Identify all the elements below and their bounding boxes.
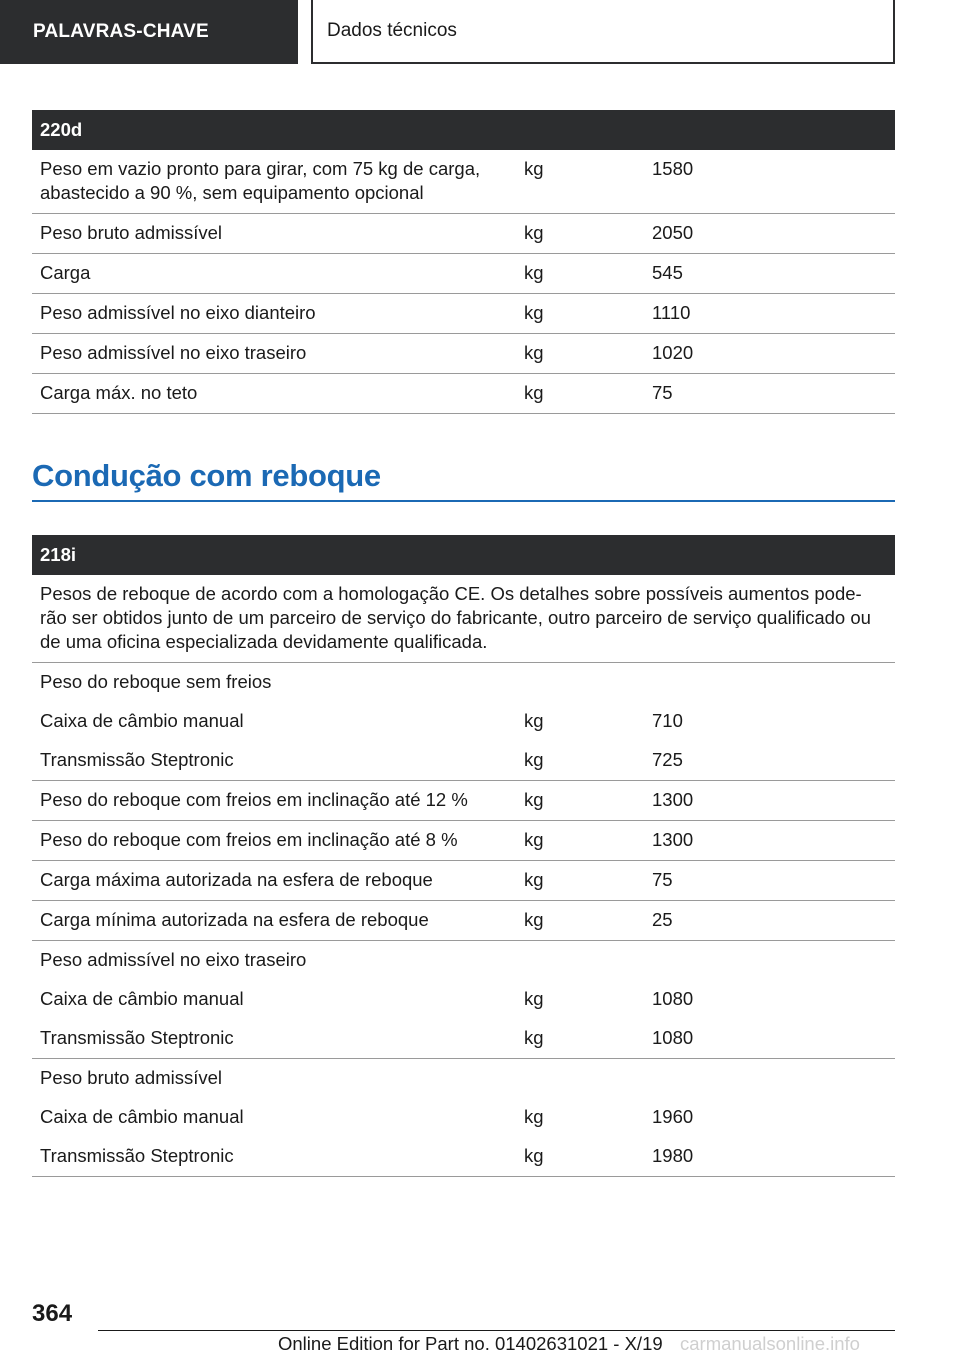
table-row <box>32 1019 895 1059</box>
row-value: 710 <box>652 710 683 731</box>
table-row <box>32 1137 895 1177</box>
group-row <box>32 1059 895 1099</box>
row-label: Peso admissível no eixo dianteiro <box>32 294 516 334</box>
row-label: Caixa de câmbio manual <box>40 710 244 731</box>
row-label: Carga <box>32 254 516 294</box>
row-label: Transmissão Steptronic <box>32 741 516 781</box>
table-row <box>32 150 895 214</box>
row-value: 1300 <box>644 821 895 861</box>
table-row <box>32 214 895 254</box>
row-unit: kg <box>516 150 644 214</box>
table-row <box>32 254 895 294</box>
row-unit: kg <box>524 710 544 731</box>
header-title: Dados técnicos <box>327 20 457 41</box>
group-label: Peso bruto admissível <box>40 1067 223 1088</box>
row-unit: kg <box>516 861 644 901</box>
row-value: 1980 <box>644 1137 895 1177</box>
footer-watermark: carmanualsonline.info <box>680 1333 860 1354</box>
row-label: Transmissão Steptronic <box>32 1137 516 1177</box>
row-value: 25 <box>644 901 895 941</box>
table-heading: 220d <box>32 110 895 150</box>
row-label: Peso do reboque com freios em inclinação até 8 % <box>32 821 516 861</box>
row-label: Peso do reboque com freios em inclinação até 12 % <box>32 781 516 821</box>
intro-row <box>32 575 895 663</box>
row-value: 1580 <box>644 150 895 214</box>
row-value: 1110 <box>644 294 895 334</box>
row-label: Carga mínima autorizada na esfera de reboque <box>32 901 516 941</box>
row-value: 75 <box>644 374 895 414</box>
row-unit: kg <box>516 1137 644 1177</box>
row-unit: kg <box>516 821 644 861</box>
row-unit: kg <box>516 1019 644 1059</box>
page-number: 364 <box>32 1300 73 1327</box>
footer-edition: Online Edition for Part no. 01402631021 - X/19 <box>278 1333 663 1354</box>
row-value: 545 <box>644 254 895 294</box>
table-row <box>32 1098 895 1137</box>
row-unit: kg <box>516 781 644 821</box>
table-row <box>32 294 895 334</box>
table-header-row <box>32 535 895 575</box>
row-label: Transmissão Steptronic <box>32 1019 516 1059</box>
row-value: 1080 <box>644 1019 895 1059</box>
row-unit: kg <box>516 374 644 414</box>
intro-text: Pesos de reboque de acordo com a homologação CE. Os detalhes sobre possíveis aumentos pode-rão ser obtidos junto de um parceiro de serviço do fabricante, outro parceiro de serviço qualificado ou de uma oficina especializada devidamente qualificada. <box>32 575 895 663</box>
header-section-tab[interactable] <box>0 0 298 64</box>
row-value: 1020 <box>644 334 895 374</box>
header-section-label: PALAVRAS-CHAVE <box>33 21 209 42</box>
group-row <box>32 941 895 981</box>
row-label: Caixa de câmbio manual <box>40 1106 244 1127</box>
table-row <box>32 334 895 374</box>
table-heading: 218i <box>32 535 895 575</box>
table-row <box>32 741 895 781</box>
table-row <box>32 861 895 901</box>
row-label: Peso em vazio pronto para girar, com 75 kg de carga, abastecido a 90 %, sem equipamento opcional <box>32 150 516 214</box>
row-unit: kg <box>524 1106 544 1127</box>
row-label: Carga máx. no teto <box>32 374 516 414</box>
row-label: Carga máxima autorizada na esfera de reboque <box>32 861 516 901</box>
section-title: Condução com reboque <box>32 458 895 502</box>
row-value: 1080 <box>652 988 694 1009</box>
row-unit: kg <box>516 294 644 334</box>
table-row <box>32 781 895 821</box>
table-row <box>32 702 895 741</box>
row-unit: kg <box>516 741 644 781</box>
row-unit: kg <box>516 901 644 941</box>
header-title-box <box>311 0 895 64</box>
row-value: 2050 <box>644 214 895 254</box>
row-unit: kg <box>516 254 644 294</box>
row-value: 725 <box>644 741 895 781</box>
row-unit: kg <box>524 988 544 1009</box>
row-label: Peso admissível no eixo traseiro <box>32 334 516 374</box>
row-label: Peso bruto admissível <box>32 214 516 254</box>
table-row <box>32 374 895 414</box>
row-unit: kg <box>516 334 644 374</box>
table-row <box>32 821 895 861</box>
row-value: 1300 <box>644 781 895 821</box>
row-unit: kg <box>516 214 644 254</box>
footer-rule <box>98 1330 895 1331</box>
table-row <box>32 980 895 1019</box>
row-label: Caixa de câmbio manual <box>40 988 244 1009</box>
spec-table-220d <box>32 110 895 414</box>
spec-table-218i <box>32 535 895 1177</box>
table-row <box>32 901 895 941</box>
group-label: Peso admissível no eixo traseiro <box>40 949 307 970</box>
row-value: 75 <box>644 861 895 901</box>
table-header-row <box>32 110 895 150</box>
row-value: 1960 <box>652 1106 694 1127</box>
group-row <box>32 663 895 703</box>
group-label: Peso do reboque sem freios <box>40 671 272 692</box>
